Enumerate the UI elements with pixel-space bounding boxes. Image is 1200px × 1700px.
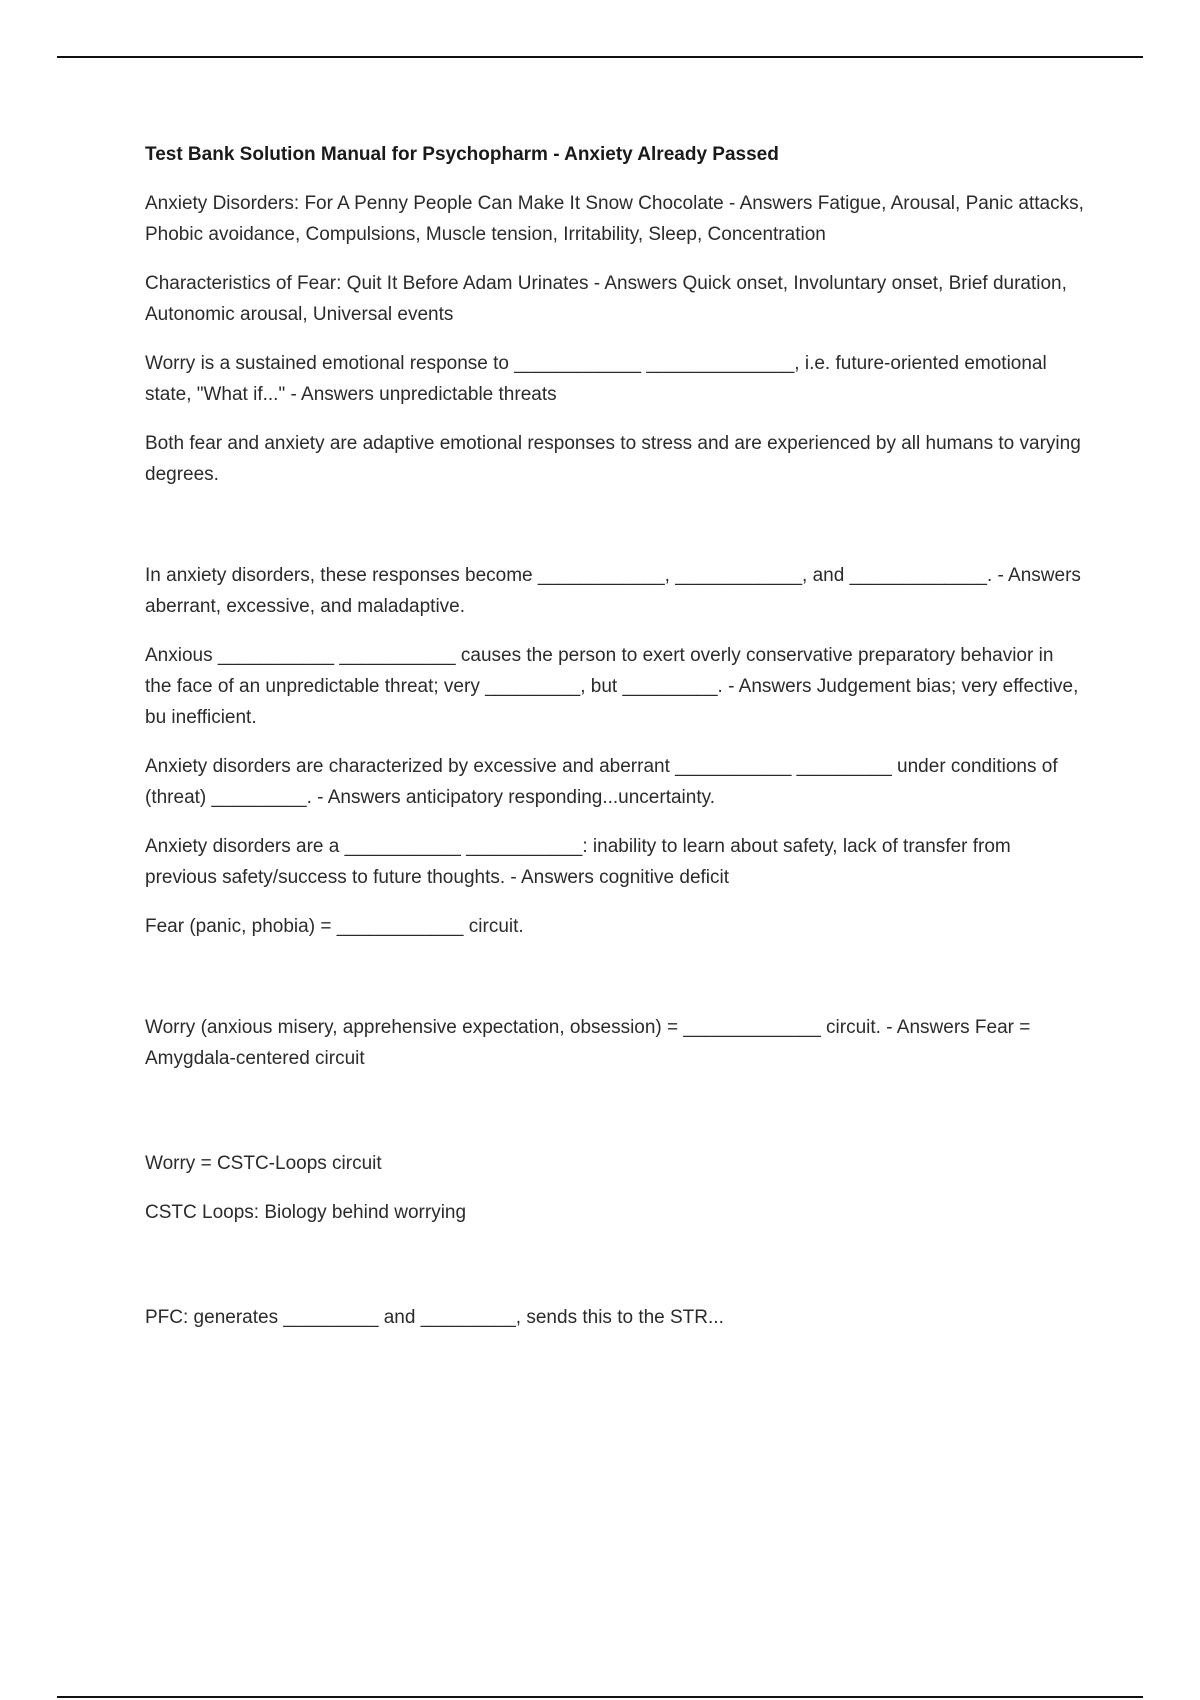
paragraph: Anxious ___________ ___________ causes the person to exert overly conservative preparatory behavior in the face of an unpredictable threat; very _________, but _________. - Answers Judgement bias; very effective, bu inefficient. — [145, 645, 1079, 728]
paragraph: Anxiety Disorders: For A Penny People Can Make It Snow Chocolate - Answers Fatigue, Arousal, Panic attacks, Phobic avoidance, Compulsions, Muscle tension, Irritability, Sleep, Concentration — [145, 193, 1084, 245]
paragraph: Worry = CSTC-Loops circuit — [145, 1153, 382, 1174]
document-title: Test Bank Solution Manual for Psychopharm - Anxiety Already Passed — [145, 144, 779, 165]
footer-rule — [57, 1696, 1143, 1698]
paragraph: Worry is a sustained emotional response to ____________ ______________, i.e. future-oriented emotional state, "What if..." - Answers unpredictable threats — [145, 353, 1047, 405]
paragraph: PFC: generates _________ and _________, sends this to the STR... — [145, 1307, 724, 1328]
paragraph: Both fear and anxiety are adaptive emotional responses to stress and are experienced by all humans to varying degrees. — [145, 433, 1081, 485]
paragraph: Fear (panic, phobia) = ____________ circuit. — [145, 916, 524, 937]
paragraph: Anxiety disorders are characterized by excessive and aberrant ___________ _________ under conditions of (threat) _________. - Answers anticipatory responding...uncertainty. — [145, 756, 1058, 808]
paragraph: Anxiety disorders are a ___________ ___________: inability to learn about safety, lack of transfer from previous safety/success to future thoughts. - Answers cognitive deficit — [145, 836, 1011, 888]
paragraph: In anxiety disorders, these responses become ____________, ____________, and _____________. - Answers aberrant, excessive, and maladaptive. — [145, 565, 1081, 617]
header-rule — [57, 56, 1143, 58]
document-body — [145, 140, 1085, 1351]
paragraph: Characteristics of Fear: Quit It Before Adam Urinates - Answers Quick onset, Involuntary onset, Brief duration, Autonomic arousal, Universal events — [145, 273, 1067, 325]
paragraph: Worry (anxious misery, apprehensive expectation, obsession) = _____________ circuit. - Answers Fear = Amygdala-centered circuit — [145, 1017, 1031, 1069]
paragraph: CSTC Loops: Biology behind worrying — [145, 1202, 467, 1223]
